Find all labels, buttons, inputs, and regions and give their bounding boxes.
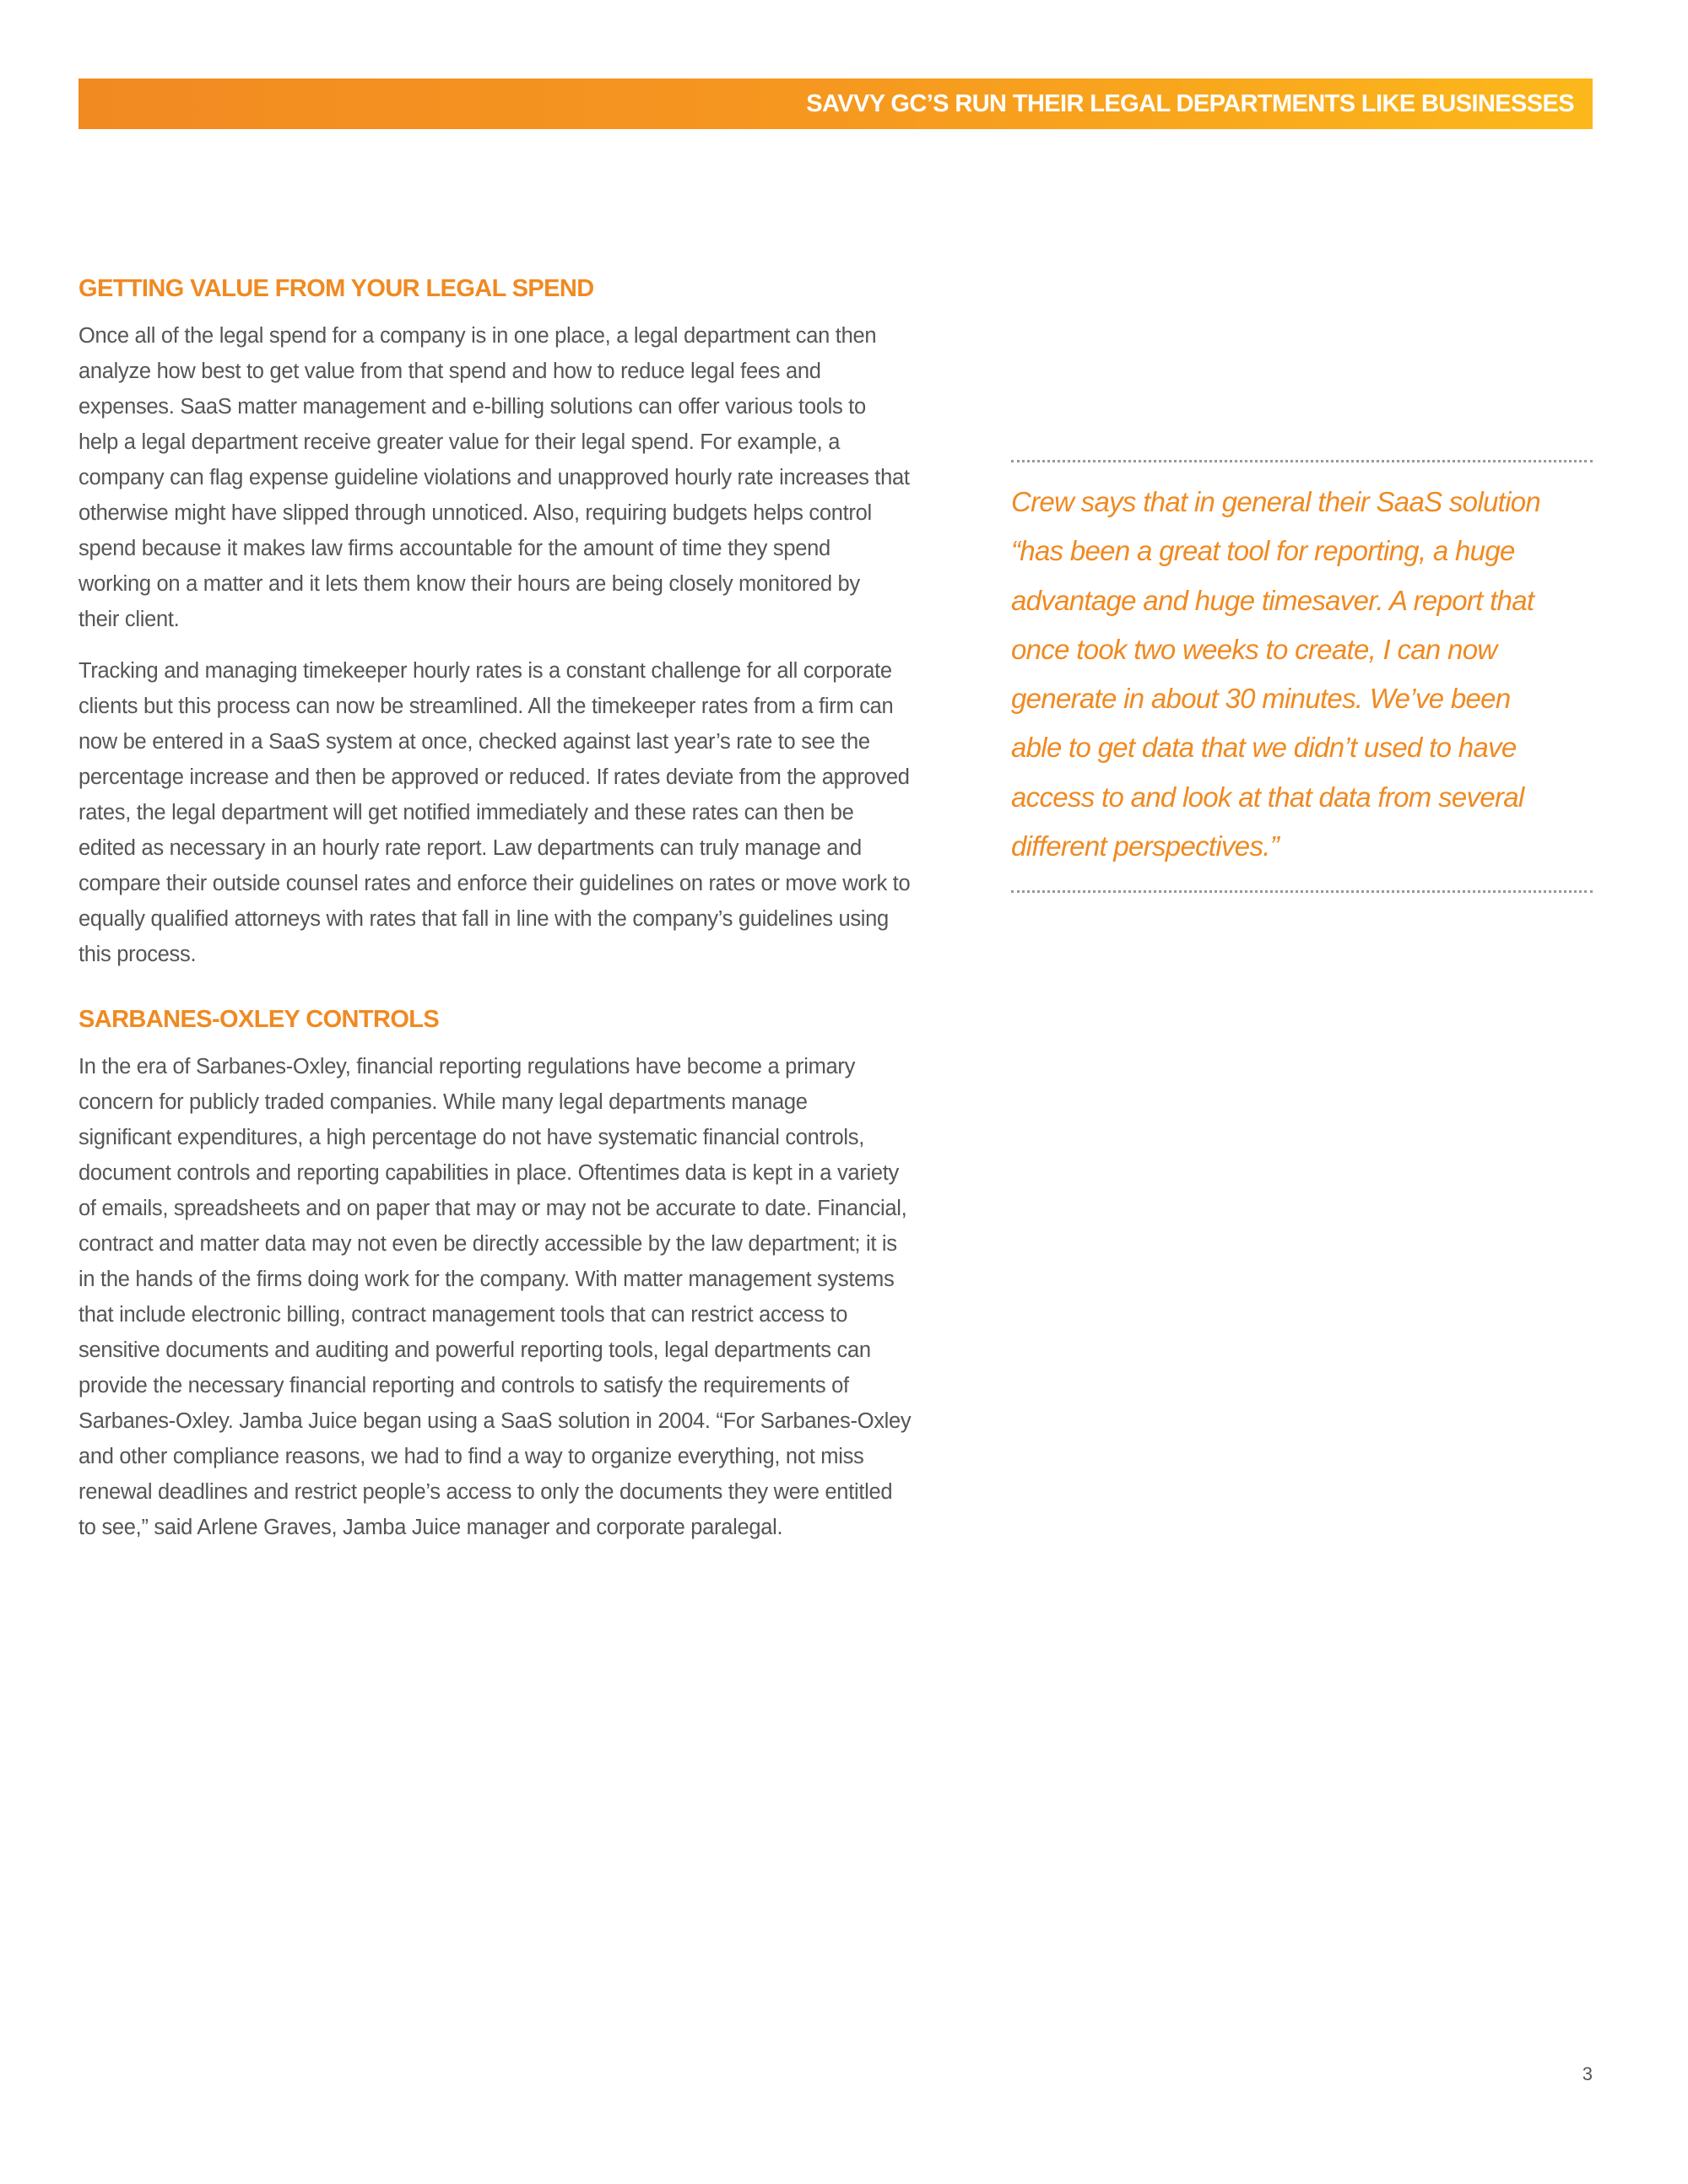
text-line: and other compliance reasons, we had to find a way to organize everything, not miss — [78, 1445, 864, 1468]
text-line: to see,” said Arlene Graves, Jamba Juice manager and corporate paralegal. — [78, 1516, 783, 1539]
text-line: company can flag expense guideline violations and unapproved hourly rate increases that — [78, 466, 910, 489]
text-line: percentage increase and then be approved or reduced. If rates deviate from the approved — [78, 765, 910, 789]
text-line: generate in about 30 minutes. We’ve been — [1011, 683, 1511, 715]
paragraph-gap — [78, 637, 982, 653]
text-line: different perspectives.” — [1011, 830, 1280, 862]
text-line: in the hands of the firms doing work for the company. With matter management systems — [78, 1268, 895, 1291]
text-line: In the era of Sarbanes-Oxley, financial reporting regulations have become a primary — [78, 1055, 856, 1078]
paragraph — [78, 318, 982, 637]
text-line: Crew says that in general their SaaS solution — [1011, 486, 1541, 517]
text-line: their client. — [78, 608, 180, 631]
text-line: help a legal department receive greater value for their legal spend. For example, a — [78, 430, 841, 454]
text-line: “has been a great tool for reporting, a huge — [1011, 535, 1515, 567]
section-heading-sox: SARBANES-OXLEY CONTROLS — [78, 1006, 440, 1033]
text-line: compare their outside counsel rates and enforce their guidelines on rates or move work to — [78, 872, 911, 895]
text-line: contract and matter data may not even be directly accessible by the law department; it is — [78, 1232, 897, 1256]
text-line: clients but this process can now be streamlined. All the timekeeper rates from a firm can — [78, 695, 894, 718]
text-line: sensitive documents and auditing and powerful reporting tools, legal departments can — [78, 1338, 871, 1362]
text-line: concern for publicly traded companies. While many legal departments manage — [78, 1090, 808, 1114]
paragraph — [78, 1049, 982, 1545]
text-line: edited as necessary in an hourly rate report. Law departments can truly manage and — [78, 836, 862, 860]
text-line: working on a matter and it lets them know their hours are being closely monitored by — [78, 572, 860, 596]
text-line: rates, the legal department will get notified immediately and these rates can then be — [78, 801, 854, 824]
page-number: 3 — [1582, 2063, 1593, 2084]
quote-divider-top — [1011, 460, 1593, 462]
text-line: significant expenditures, a high percentage do not have systematic financial controls, — [78, 1126, 865, 1149]
header-title: SAVVY GC’S RUN THEIR LEGAL DEPARTMENTS LIKE BUSINESSES — [806, 90, 1574, 117]
text-line: Once all of the legal spend for a company is in one place, a legal department can then — [78, 324, 877, 348]
paragraphs — [78, 318, 982, 972]
text-line: of emails, spreadsheets and on paper that may or may not be accurate to date. Financial, — [78, 1197, 907, 1220]
text-line: provide the necessary financial reporting and controls to satisfy the requirements of — [78, 1374, 849, 1397]
header-banner — [78, 78, 1593, 129]
text-line: equally qualified attorneys with rates that fall in line with the company’s guidelines using — [78, 907, 889, 931]
text-line: Sarbanes-Oxley. Jamba Juice began using a SaaS solution in 2004. “For Sarbanes-Oxley — [78, 1409, 912, 1433]
text-line: access to and look at that data from several — [1011, 781, 1524, 813]
section-body-legal-spend — [78, 318, 982, 972]
text-line: otherwise might have slipped through unnoticed. Also, requiring budgets helps control — [78, 501, 872, 525]
text-line: expenses. SaaS matter management and e-billing solutions can offer various tools to — [78, 395, 866, 419]
text-line: that include electronic billing, contract management tools that can restrict access to — [78, 1303, 848, 1327]
text-line: once took two weeks to create, I can now — [1011, 633, 1497, 665]
text-line: this process. — [78, 943, 197, 966]
text-line: renewal deadlines and restrict people’s access to only the documents they were entitled — [78, 1480, 893, 1504]
pull-quote — [1011, 478, 1540, 871]
text-line: document controls and reporting capabilities in place. Oftentimes data is kept in a variety — [78, 1161, 899, 1185]
quote-divider-bottom — [1011, 890, 1593, 893]
text-line: now be entered in a SaaS system at once, checked against last year’s rate to see the — [78, 730, 870, 754]
text-line: advantage and huge timesaver. A report that — [1011, 584, 1534, 616]
text-line: Tracking and managing timekeeper hourly rates is a constant challenge for all corporate — [78, 659, 892, 683]
section-heading-legal-spend: GETTING VALUE FROM YOUR LEGAL SPEND — [78, 275, 594, 302]
text-line: spend because it makes law firms accountable for the amount of time they spend — [78, 537, 830, 560]
text-line: analyze how best to get value from that spend and how to reduce legal fees and — [78, 359, 821, 383]
text-line: able to get data that we didn’t used to have — [1011, 732, 1517, 764]
paragraph — [78, 653, 982, 972]
section-body-sox — [78, 1049, 982, 1545]
